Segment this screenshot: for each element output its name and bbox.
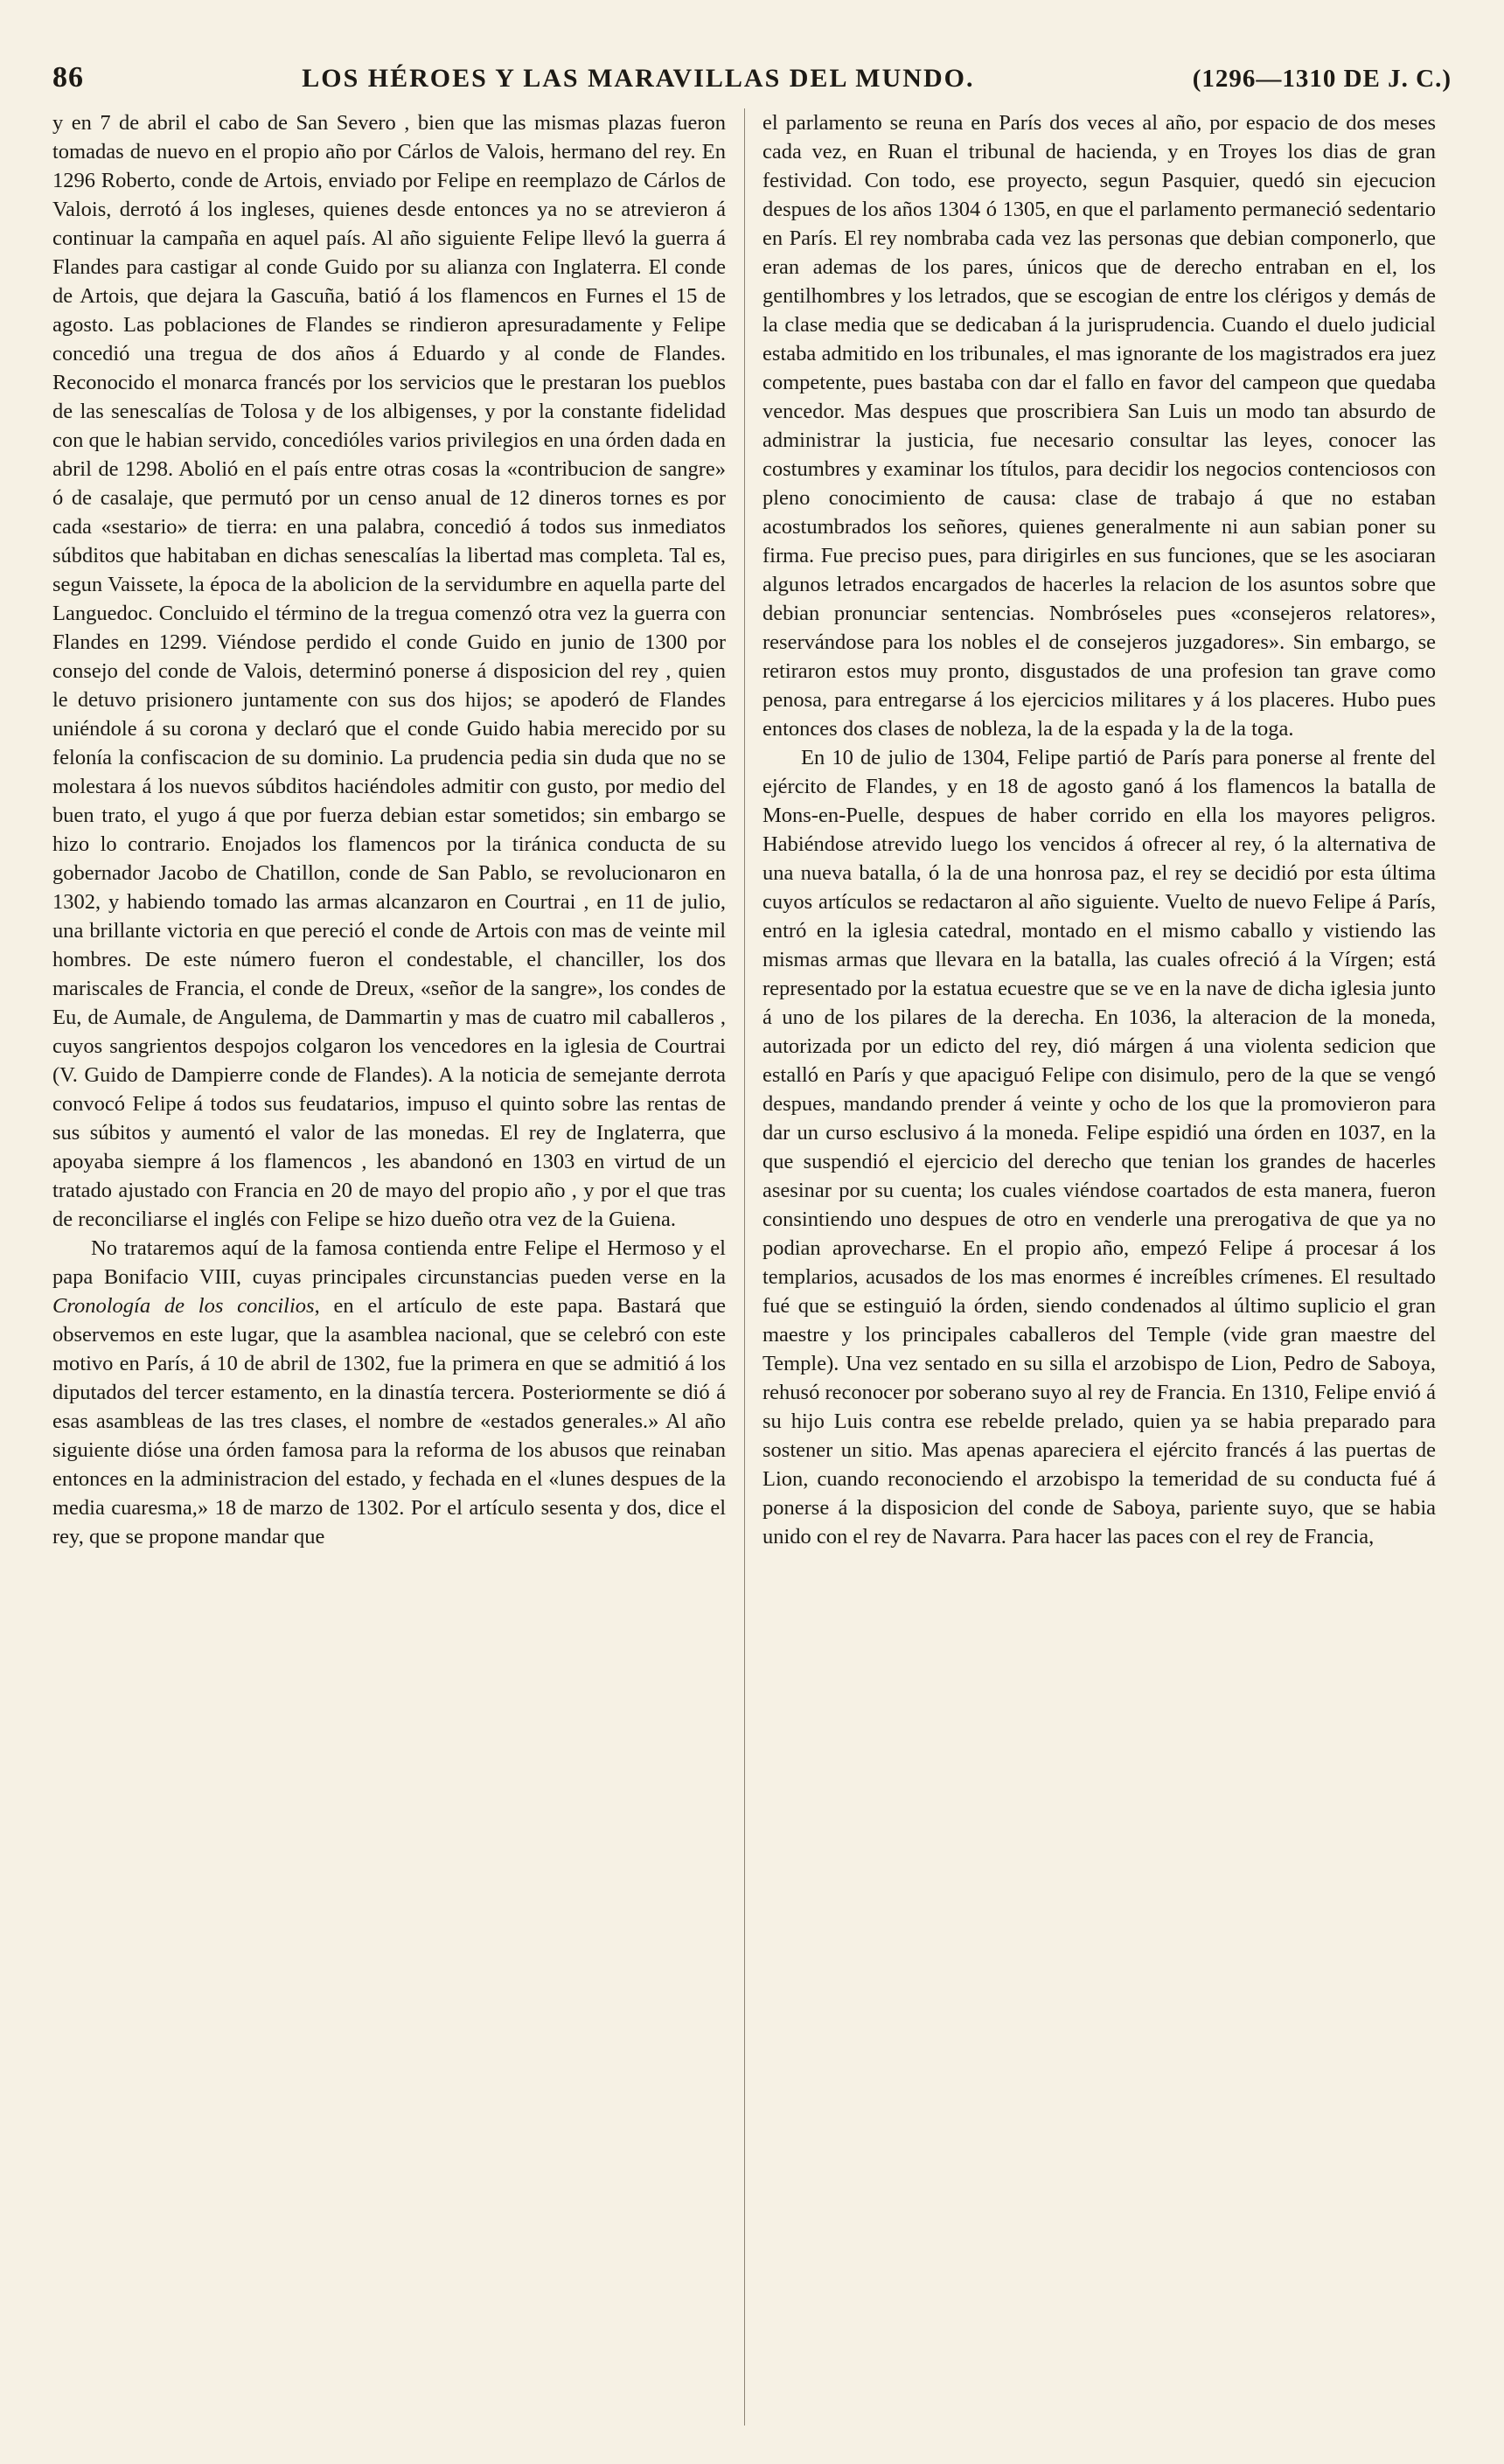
column-divider bbox=[744, 108, 745, 2426]
left-paragraph-2-start: No trataremos aquí de la famosa contienda entre Felipe el Hermoso y el papa Bonifacio VIII, cuyas principales circunstancias pueden verse en la bbox=[52, 1236, 726, 1289]
right-column bbox=[762, 108, 1436, 2426]
left-paragraph-1: y en 7 de abril el cabo de San Severo , bien que las mismas plazas fueron tomadas de nuevo en el propio año por Cárlos de Valois, hermano del rey. En 1296 Roberto, conde de Artois, enviado por Felipe en reemplazo de Cárlos de Valois, derrotó á los ingleses, quienes desde entonces ya no se atrevieron á continuar la campaña en aquel país. Al año siguiente Felipe llevó la guerra á Flandes para castigar al conde Guido por su alianza con Inglaterra. El conde de Artois, que dejara la Gascuña, batió á los flamencos en Furnes el 15 de agosto. Las poblaciones de Flandes se rindieron apresuradamente y Felipe concedió una tregua de dos años á Eduardo y al conde de Flandes. Reconocido el monarca francés por los servicios que le prestaran los pueblos de las senescalías de Tolosa y de los albigenses, y por la constante fidelidad con que le habian servido, concedióles varios privilegios en una órden dada en abril de 1298. Abolió en el país entre otras cosas la «contribucion de sangre» ó de casalaje, que permutó por un censo anual de 12 dineros tornes es por cada «sestario» de tierra: en una palabra, concedió á todos sus inmediatos súbditos que habitaban en dichas senescalías la libertad mas completa. Tal es, segun Vaissete, la época de la abolicion de la servidumbre en aquella parte del Languedoc. Concluido el término de la tregua comenzó otra vez la guerra con Flandes en 1299. Viéndose perdido el conde Guido en junio de 1300 por consejo del conde de Valois, determinó ponerse á disposicion del rey , quien le detuvo prisionero juntamente con sus dos hijos; se apoderó de Flandes uniéndole á su corona y declaró que el conde Guido habia merecido por su felonía la confiscacion de su dominio. La prudencia pedia sin duda que no se molestara á los nuevos súbditos haciéndoles admitir con gusto, por medio del buen trato, el yugo á que por fuerza debian estar sometidos; sin embargo se hizo lo contrario. Enojados los flamencos por la tiránica conducta de su gobernador Jacobo de Chatillon, conde de San Pablo, se revolucionaron en 1302, y habiendo tomado las armas alcanzaron en Courtrai , en 11 de julio, una brillante victoria en que pereció el conde de Artois con mas de veinte mil hombres. De este número fueron el condestable, el chanciller, los dos mariscales de Francia, el conde de Dreux, «señor de la sangre», los condes de Eu, de Aumale, de Angulema, de Dammartin y mas de cuatro mil caballeros , cuyos sangrientos despojos colgaron los vencedores en la iglesia de Courtrai (V. Guido de Dampierre conde de Flandes). A la noticia de semejante derrota convocó Felipe á todos sus feudatarios, impuso el quinto sobre las rentas de sus súbitos y aumentó el valor de las monedas. El rey de Inglaterra, que apoyaba siempre á los flamencos , les abandonó en 1303 en virtud de un tratado ajustado con Francia en 20 de mayo del propio año , y por el que tras de reconciliarse el inglés con Felipe se hizo dueño otra vez de la Guiena. bbox=[52, 111, 726, 1231]
running-title: LOS HÉROES Y LAS MARAVILLAS DEL MUNDO. bbox=[302, 64, 975, 93]
book-title-reference: Cronología de los concilios bbox=[52, 1294, 315, 1318]
page-number: 86 bbox=[52, 61, 84, 94]
page-header bbox=[52, 61, 1452, 103]
left-paragraph-2 bbox=[52, 1234, 726, 1551]
right-paragraph-2: En 10 de julio de 1304, Felipe partió de París para ponerse al frente del ejército de Flandes, y en 18 de agosto ganó á los flamencos la batalla de Mons-en-Puelle, despues de haber corrido en ella los mayores peligros. Habiéndose atrevido luego los vencidos á ofrecer al rey, ó la alternativa de una nueva batalla, ó la de una honrosa paz, el rey se decidió por esta última cuyos artículos se redactaron al año siguiente. Vuelto de nuevo Felipe á París, entró en la iglesia catedral, montado en el mismo caballo y vistiendo las mismas armas que llevara en la batalla, las cuales ofreció á la Vírgen; está representado por la estatua ecuestre que se ve en la nave de dicha iglesia junto á uno de los pilares de la derecha. En 1036, la alteracion de la moneda, autorizada por un edicto del rey, dió márgen á una violenta sedicion que estalló en París y que apaciguó Felipe con disimulo, pero de la que se vengó despues, mandando prender á veinte y ocho de los que la promovieron para dar un curso esclusivo á la moneda. Felipe espidió una órden en 1037, en la que suspendió el ejercicio del derecho que tenian los grandes de hacerles asesinar por su cuenta; los cuales viéndose coartados de esta manera, fueron consintiendo uno despues de otro en venderle una prerogativa de que ya no podian aprovecharse. En el propio año, empezó Felipe á procesar á los templarios, acusados de los mas enormes é increíbles crímenes. El resultado fué que se estinguió la órden, siendo condenados al último suplicio el gran maestre y los principales caballeros del Temple (vide gran maestre del Temple). Una vez sentado en su silla el arzobispo de Lion, Pedro de Saboya, rehusó reconocer por soberano suyo al rey de Francia. En 1310, Felipe envió á su hijo Luis contra ese rebelde prelado, quien ya se habia preparado para sostener un sitio. Mas apenas apareciera el ejército francés á las puertas de Lion, cuando reconociendo el arzobispo la temeridad de su conducta fué á ponerse á la disposicion del conde de Saboya, pariente suyo, que se habia unido con el rey de Navarra. Para hacer las paces con el rey de Francia, bbox=[762, 746, 1436, 1549]
right-paragraph-1: el parlamento se reuna en París dos veces al año, por espacio de dos meses cada vez, en Ruan el tribunal de hacienda, y en Troyes los dias de gran festividad. Con todo, ese proyecto, segun Pasquier, quedó sin ejecucion despues de los años 1304 ó 1305, en que el parlamento permaneció sedentario en París. El rey nombraba cada vez las personas que debian componerlo, que eran ademas de los pares, únicos que de derecho entraban en el, los gentilhombres y los letrados, que se escogian de entre los clérigos y demás de la clase media que se dedicaban á la jurisprudencia. Cuando el duelo judicial estaba admitido en los tribunales, el mas ignorante de los magistrados era juez competente, pues bastaba con dar el fallo en favor del campeon que quedaba vencedor. Mas despues que proscribiera San Luis un modo tan absurdo de administrar la justicia, fue necesario consultar las leyes, conocer las costumbres y examinar los títulos, para decidir los negocios contenciosos con pleno conocimiento de causa: clase de trabajo á que no estaban acostumbrados los señores, quienes generalmente ni aun sabian poner su firma. Fue preciso pues, para dirigirles en sus funciones, que se les asociaran algunos letrados encargados de hacerles la relacion de los asuntos sobre que debian pronunciar sentencias. Nombróseles pues «consejeros relatores», reservándose para los nobles el de consejeros juzgadores». Sin embargo, se retiraron estos muy pronto, disgustados de una profesion tan grave como penosa, para entregarse á los ejercicios militares y á los placeres. Hubo pues entonces dos clases de nobleza, la de la espada y la de la toga. bbox=[762, 111, 1436, 741]
left-paragraph-2-end: , en el artículo de este papa. Bastará que observemos en este lugar, que la asamblea nacional, que se celebró con este motivo en París, á 10 de abril de 1302, fue la primera en que se admitió á los diputados del tercer estamento, en la dinastía tercera. Posteriormente se dió á esas asambleas de las tres clases, el nombre de «estados generales.» Al año siguiente dióse una órden famosa para la reforma de los abusos que reinaban entonces en la administracion del estado, y fechada en el «lunes despues de la media cuaresma,» 18 de marzo de 1302. Por el artículo sesenta y dos, dice el rey, que se propone mandar que bbox=[52, 1294, 726, 1549]
left-column bbox=[52, 108, 726, 2426]
date-range: (1296—1310 DE J. C.) bbox=[1192, 65, 1452, 93]
